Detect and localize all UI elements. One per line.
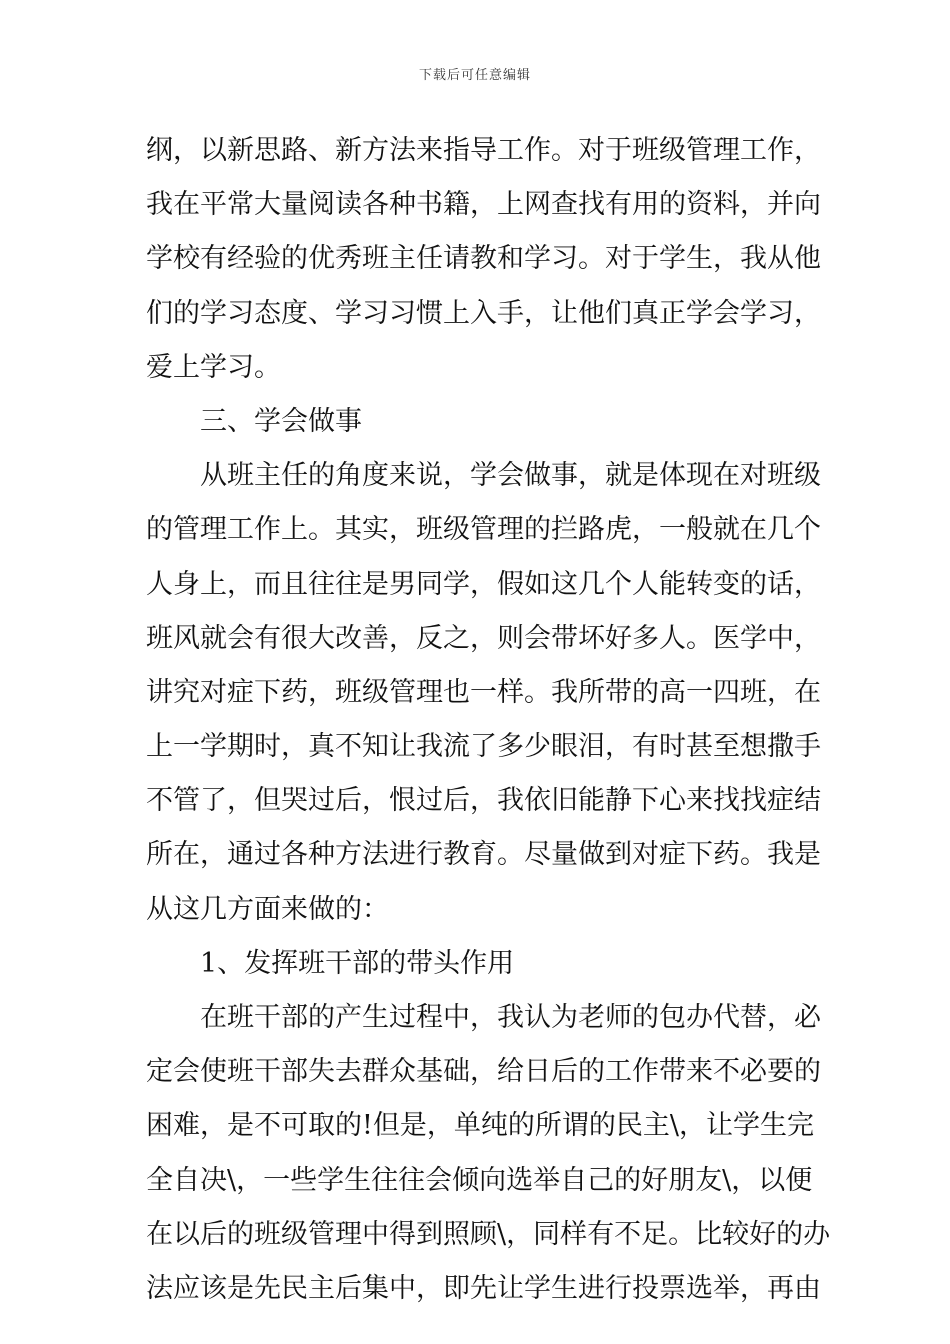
text-line: 在班干部的产生过程中，我认为老师的包办代替，必 — [200, 1002, 821, 1033]
text-line: 纲，以新思路、新方法来指导工作。对于班级管理工作， — [146, 135, 821, 166]
text-line: 在以后的班级管理中得到照顾\，同样有不足。比较好的办 — [146, 1218, 831, 1250]
text-line: 所在，通过各种方法进行教育。尽量做到对症下药。我是 — [146, 839, 821, 871]
text-line: 不管了，但哭过后，恨过后，我依旧能静下心来找找症结 — [146, 785, 821, 817]
text-line: 从这几方面来做的： — [146, 893, 389, 925]
section-heading: 三、学会做事 — [200, 405, 362, 437]
text-line: 上一学期时，真不知让我流了多少眼泪，有时甚至想撒手 — [146, 731, 821, 763]
text-line: 定会使班干部失去群众基础，给日后的工作带来不必要的 — [146, 1056, 821, 1088]
text-line: 班风就会有很大改善，反之，则会带坏好多人。医学中， — [146, 622, 821, 654]
text-line: 我在平常大量阅读各种书籍，上网查找有用的资料，并向 — [146, 189, 821, 221]
text-line: 法应该是先民主后集中，即先让学生进行投票选举，再由 — [146, 1272, 821, 1304]
subsection-heading: 1、发挥班干部的带头作用 — [200, 947, 515, 979]
text-line: 从班主任的角度来说，学会做事，就是体现在对班级 — [200, 460, 821, 492]
text-line: 人身上，而且往往是男同学，假如这几个人能转变的话， — [146, 568, 821, 600]
text-line: 困难，是不可取的!但是，单纯的所谓的民主\，让学生完 — [146, 1110, 814, 1142]
text-line: 讲究对症下药，班级管理也一样。我所带的高一四班，在 — [146, 676, 821, 708]
text-line: 学校有经验的优秀班主任请教和学习。对于学生，我从他 — [146, 243, 821, 275]
document-body — [146, 124, 831, 1316]
text-line: 爱上学习。 — [146, 351, 281, 383]
text-line: 们的学习态度、学习习惯上入手，让他们真正学会学习， — [146, 297, 821, 329]
text-line: 的管理工作上。其实，班级管理的拦路虎，一般就在几个 — [146, 514, 821, 546]
page-header: 下载后可任意编辑 — [418, 68, 531, 83]
text-line: 全自决\，一些学生往往会倾向选举自己的好朋友\，以便 — [146, 1164, 813, 1196]
